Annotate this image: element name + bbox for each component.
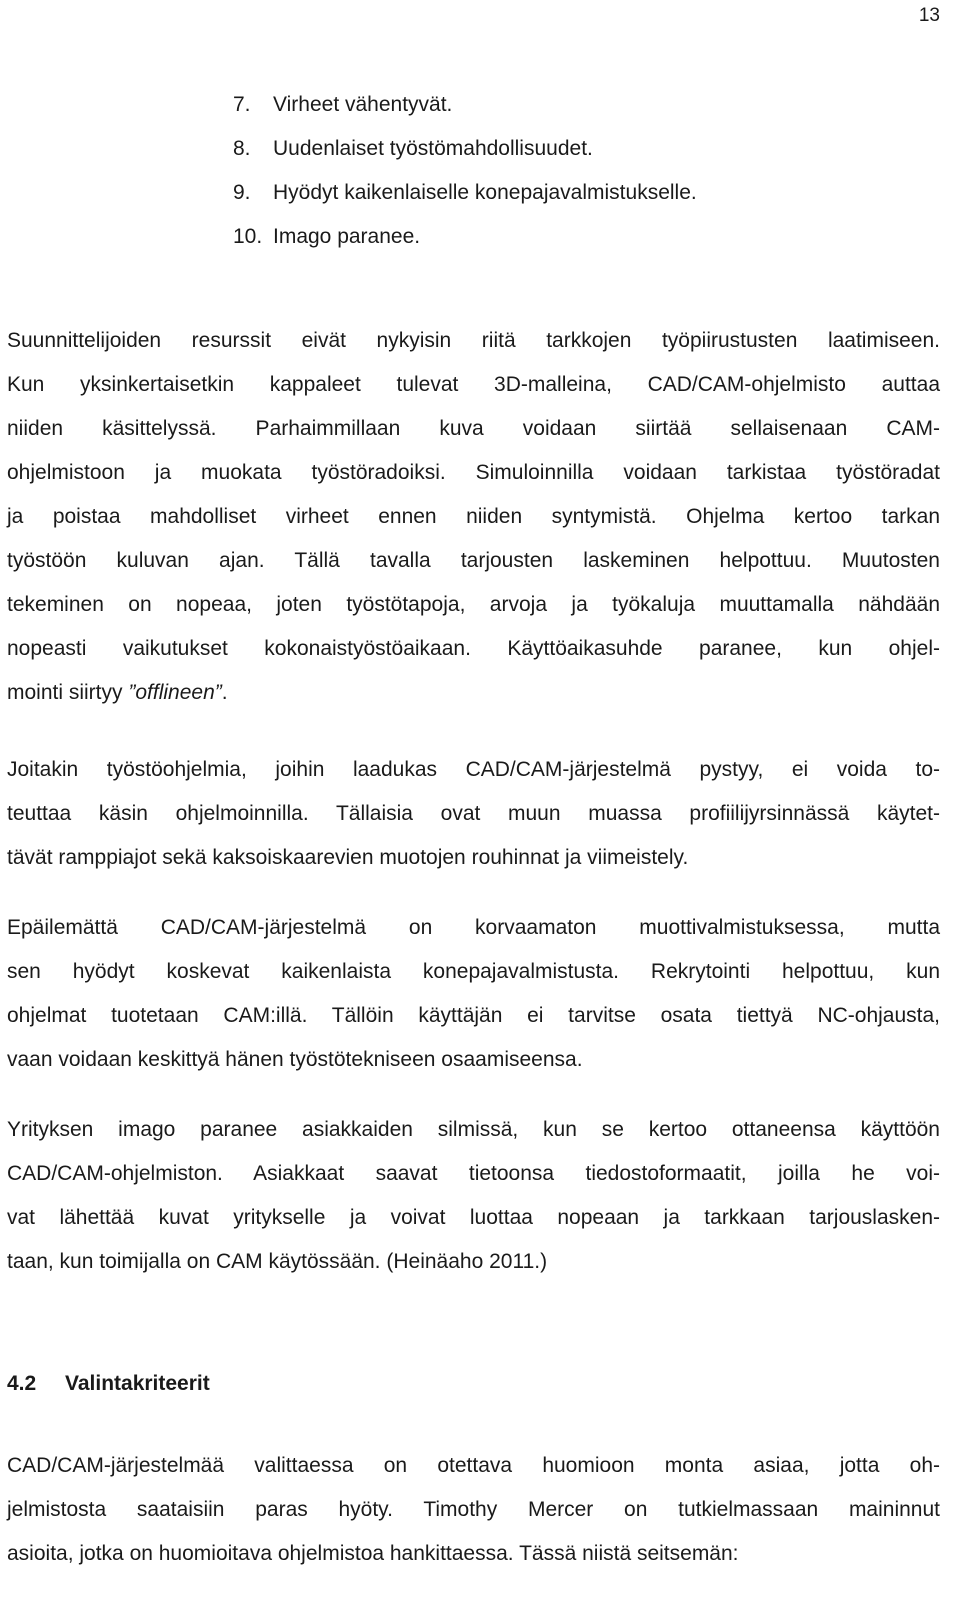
- list-item: [233, 83, 933, 127]
- text-line: jelmistosta saataisiin paras hyöty. Timothy Mercer on tutkielmassaan maininnut: [7, 1498, 940, 1521]
- text-line: niiden käsittelyssä. Parhaimmillaan kuva voidaan siirtää sellaisenaan CAM-: [7, 417, 940, 440]
- list-item-number: 9.: [233, 181, 251, 204]
- text-line: tävät ramppiajot sekä kaksoiskaarevien muotojen rouhinnat ja viimeistely.: [7, 846, 689, 869]
- open-quote: ”: [128, 681, 136, 704]
- list-item-text: Hyödyt kaikenlaiselle konepajavalmistukselle.: [273, 181, 697, 204]
- list-item: [233, 127, 933, 171]
- paragraph-selection-criteria: [7, 1444, 940, 1576]
- numbered-list: [233, 83, 933, 259]
- text-line: vat lähettää kuvat yritykselle ja voivat luottaa nopeaan ja tarkkaan tarjouslasken-: [7, 1206, 940, 1229]
- paragraph-programs: [7, 748, 940, 880]
- text-line: Joitakin työstöohjelmia, joihin laadukas CAD/CAM-järjestelmä pystyy, ei voida to-: [7, 758, 940, 781]
- list-item: [233, 215, 933, 259]
- list-item-text: Imago paranee.: [273, 225, 421, 248]
- text-line: nopeasti vaikutukset kokonaistyöstöaikaan. Käyttöaikasuhde paranee, kun ohjel-: [7, 637, 940, 660]
- section-title: Valintakriteerit: [65, 1372, 210, 1395]
- text-line: ohjelmistoon ja muokata työstöradoiksi. Simuloinnilla voidaan tarkistaa työstöradat: [7, 461, 940, 484]
- list-item-number: 10.: [233, 225, 263, 248]
- list-item-number: 7.: [233, 93, 251, 116]
- text-line: Kun yksinkertaisetkin kappaleet tulevat 3D-malleina, CAD/CAM-ohjelmisto auttaa: [7, 373, 940, 396]
- text-line: sen hyödyt koskevat kaikenlaista konepajavalmistusta. Rekrytointi helpottuu, kun: [7, 960, 940, 983]
- text-line: teuttaa käsin ohjelmoinnilla. Tällaisia ovat muun muassa profiilijyrsinnässä käytet-: [7, 802, 940, 825]
- italic-term: offlineen: [135, 681, 215, 704]
- text-line: CAD/CAM-järjestelmää valittaessa on otettava huomioon monta asiaa, jotta oh-: [7, 1454, 940, 1477]
- text-line: Yrityksen imago paranee asiakkaiden silmissä, kun se kertoo ottaneensa käyttöön: [7, 1118, 940, 1141]
- list-item-text: Virheet vähentyvät.: [273, 93, 453, 116]
- text-fragment: mointi siirtyy: [7, 681, 129, 704]
- text-line: [7, 671, 940, 715]
- text-line: Epäilemättä CAD/CAM-järjestelmä on korvaamaton muottivalmistuksessa, mutta: [7, 916, 940, 939]
- list-item-text: Uudenlaiset työstömahdollisuudet.: [273, 137, 593, 160]
- paragraph-resources: [7, 319, 940, 715]
- text-line: taan, kun toimijalla on CAM käytössään. (Heinäaho 2011.): [7, 1250, 548, 1273]
- text-line: CAD/CAM-ohjelmiston. Asiakkaat saavat tietoonsa tiedostoformaatit, joilla he voi-: [7, 1162, 940, 1185]
- text-line: Suunnittelijoiden resurssit eivät nykyisin riitä tarkkojen työpiirustusten laatimiseen.: [7, 329, 940, 352]
- text-line: vaan voidaan keskittyä hänen työstötekniseen osaamiseensa.: [7, 1048, 583, 1071]
- text-line: ohjelmat tuotetaan CAM:illä. Tällöin käyttäjän ei tarvitse osata tiettyä NC-ohjausta,: [7, 1004, 940, 1027]
- list-item-number: 8.: [233, 137, 251, 160]
- text-fragment: .: [221, 681, 228, 704]
- page-number: 13: [918, 5, 940, 26]
- paragraph-mold-manufacturing: [7, 906, 940, 1082]
- close-quote: ”: [214, 681, 222, 704]
- section-number: 4.2: [7, 1372, 37, 1395]
- text-line: tekeminen on nopeaa, joten työstötapoja, arvoja ja työkaluja muuttamalla nähdään: [7, 593, 940, 616]
- text-line: asioita, jotka on huomioitava ohjelmistoa hankittaessa. Tässä niistä seitsemän:: [7, 1542, 739, 1565]
- text-line: työstöön kuluvan ajan. Tällä tavalla tarjousten laskeminen helpottuu. Muutosten: [7, 549, 940, 572]
- paragraph-company-image: [7, 1108, 940, 1284]
- text-line: ja poistaa mahdolliset virheet ennen niiden syntymistä. Ohjelma kertoo tarkan: [7, 505, 940, 528]
- section-heading: [7, 1362, 210, 1406]
- list-item: [233, 171, 933, 215]
